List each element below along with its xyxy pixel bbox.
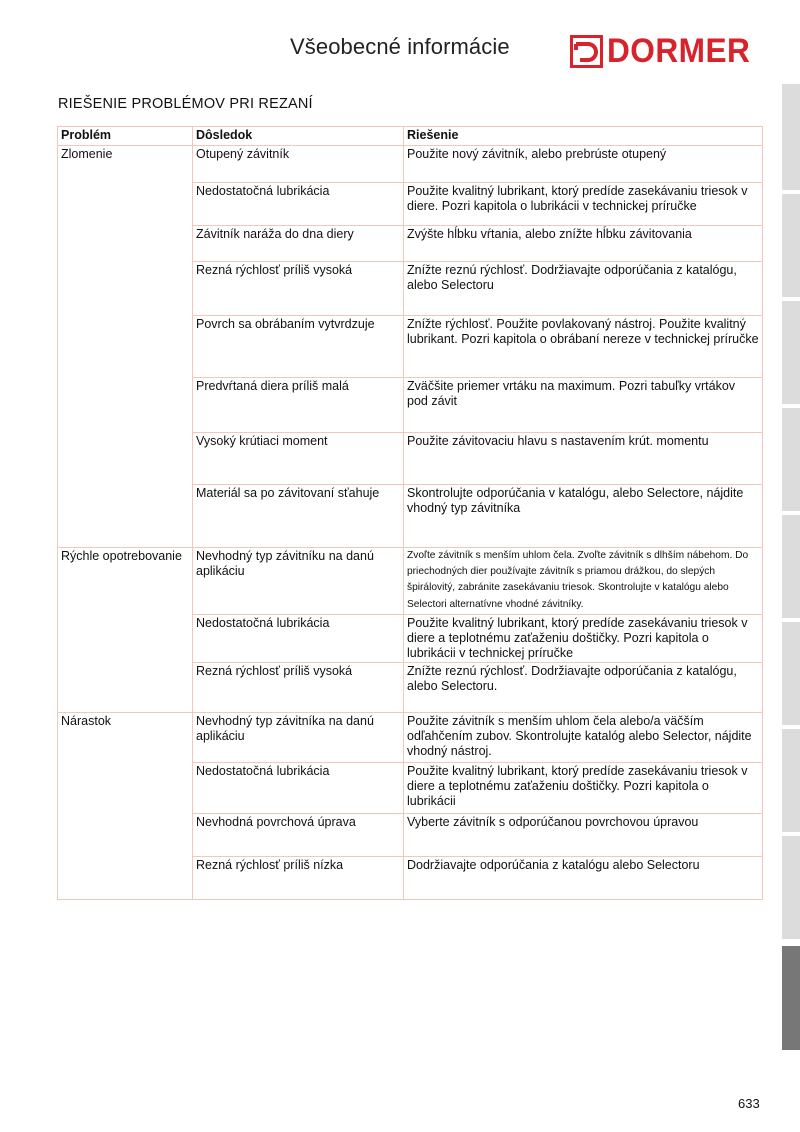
side-tab[interactable]: [782, 515, 800, 618]
side-tab[interactable]: [782, 729, 800, 832]
section-title: RIEŠENIE PROBLÉMOV PRI REZANÍ: [58, 96, 313, 112]
column-header-cause: Dôsledok: [193, 127, 404, 146]
solution-cell: Znížte rýchlosť. Použite povlakovaný nástroj. Použite kvalitný lubrikant. Pozri kapitola o obrábaní nereze v technickej príručke: [404, 316, 763, 378]
page-number: 633: [738, 1096, 760, 1111]
cause-cell: Nedostatočná lubrikácia: [193, 183, 404, 226]
cause-cell: Nevhodný typ závitníku na danú aplikáciu: [193, 548, 404, 615]
solution-cell: Zvoľte závitník s menším uhlom čela. Zvoľte závitník s dlhším nábehom. Do priechodných dier používajte závitník s priamou drážkou, do slepých špirálovitý, zabránite zasekávaniu triesok. Skontrolujte v katalógu alebo Selectori alternatívne vhodné závitníky.: [404, 548, 763, 615]
cause-cell: Nedostatočná lubrikácia: [193, 762, 404, 813]
side-tab[interactable]: [782, 836, 800, 939]
table-header-row: [58, 127, 763, 146]
column-header-solution: Riešenie: [404, 127, 763, 146]
cause-cell: Nedostatočná lubrikácia: [193, 614, 404, 662]
table-row: [58, 146, 763, 183]
column-header-problem: Problém: [58, 127, 193, 146]
table-body: [58, 146, 763, 900]
side-tab-strip: [782, 84, 800, 1084]
cause-cell: Vysoký krútiaci moment: [193, 433, 404, 485]
cause-cell: Rezná rýchlosť príliš vysoká: [193, 262, 404, 316]
solution-cell: Zvýšte hĺbku vŕtania, alebo znížte hĺbku závitovania: [404, 226, 763, 262]
side-tab[interactable]: [782, 622, 800, 725]
solution-cell: Dodržiavajte odporúčania z katalógu alebo Selectoru: [404, 856, 763, 899]
cause-cell: Materiál sa po závitovaní sťahuje: [193, 485, 404, 548]
solution-cell: Použite kvalitný lubrikant, ktorý predíde zasekávaniu triesok v diere. Pozri kapitola o lubrikácii v technickej príručke: [404, 183, 763, 226]
cause-cell: Závitník naráža do dna diery: [193, 226, 404, 262]
cause-cell: Rezná rýchlosť príliš nízka: [193, 856, 404, 899]
problem-cell: Rýchle opotrebovanie: [58, 548, 193, 713]
cause-cell: Rezná rýchlosť príliš vysoká: [193, 662, 404, 712]
solution-cell: Znížte reznú rýchlosť. Dodržiavajte odporúčania z katalógu, alebo Selectoru: [404, 262, 763, 316]
solution-cell: Zväčšite priemer vrtáku na maximum. Pozri tabuľky vrtákov pod závit: [404, 378, 763, 433]
page-title: Všeobecné informácie: [290, 34, 510, 59]
solution-cell: Znížte reznú rýchlosť. Dodržiavajte odporúčania z katalógu, alebo Selectoru.: [404, 662, 763, 712]
cause-cell: Otupený závitník: [193, 146, 404, 183]
table-row: [58, 548, 763, 615]
side-tab[interactable]: [782, 84, 800, 190]
cause-cell: Predvŕtaná diera príliš malá: [193, 378, 404, 433]
solution-cell: Skontrolujte odporúčania v katalógu, alebo Selectore, nájdite vhodný typ závitníka: [404, 485, 763, 548]
solution-cell: Použite nový závitník, alebo prebrúste otupený: [404, 146, 763, 183]
solution-cell: Použite závitovaciu hlavu s nastavením krút. momentu: [404, 433, 763, 485]
solution-cell: Použite kvalitný lubrikant, ktorý predíde zasekávaniu triesok v diere a teplotnému zaťaženiu doštičky. Pozri kapitola o lubrikácii: [404, 762, 763, 813]
side-tab[interactable]: [782, 301, 800, 404]
dormer-logo-icon: [570, 35, 603, 68]
cause-cell: Povrch sa obrábaním vytvrdzuje: [193, 316, 404, 378]
side-tab-active[interactable]: [782, 946, 800, 1050]
table-row: [58, 712, 763, 762]
troubleshooting-table: [57, 126, 763, 900]
brand-name: DORMER: [607, 32, 751, 70]
cause-cell: Nevhodný typ závitníka na danú aplikáciu: [193, 712, 404, 762]
solution-cell: Použite závitník s menším uhlom čela alebo/a väčším odľahčením zubov. Skontrolujte katalóg alebo Selector, nájdite vhodný nástroj.: [404, 712, 763, 762]
side-tab[interactable]: [782, 408, 800, 511]
problem-cell: Nárastok: [58, 712, 193, 899]
dormer-logo: [570, 33, 762, 69]
cause-cell: Nevhodná povrchová úprava: [193, 813, 404, 856]
solution-cell: Vyberte závitník s odporúčanou povrchovou úpravou: [404, 813, 763, 856]
solution-cell: Použite kvalitný lubrikant, ktorý predíde zasekávaniu triesok v diere a teplotnému zaťaženiu doštičky. Pozri kapitola o lubrikácii v technickej príručke: [404, 614, 763, 662]
side-tab[interactable]: [782, 194, 800, 297]
problem-cell: Zlomenie: [58, 146, 193, 548]
